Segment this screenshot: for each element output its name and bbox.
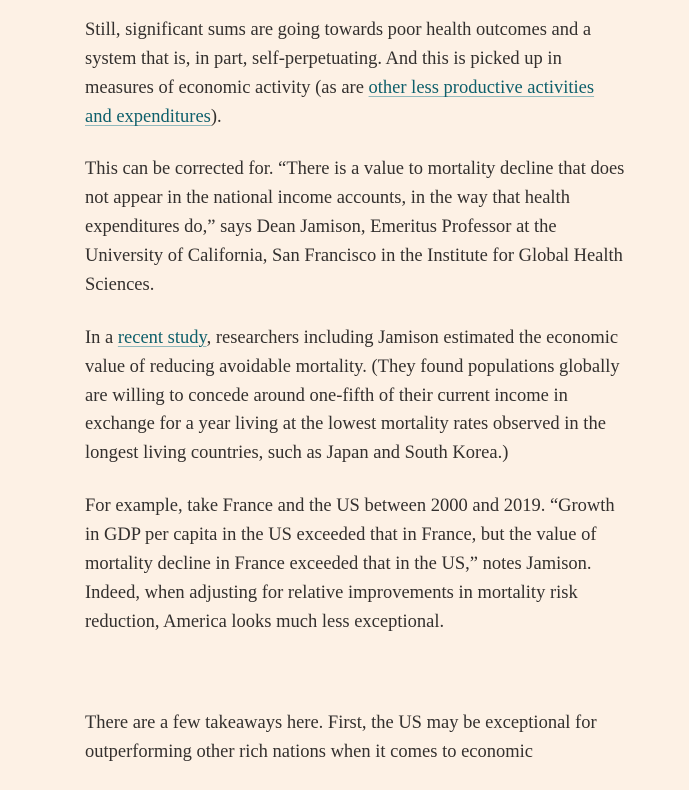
paragraph-4: For example, take France and the US between 2000 and 2019. “Growth in GDP per capita in the US exceeded that in France, but the value of mortality decline in France exceeded that in the US,” notes Jamison. Indeed, when adjusting for relative improvements in mortality risk reduction, America looks much less exceptional. (85, 496, 615, 632)
paragraph-5: There are a few takeaways here. First, the US may be exceptional for outperforming other rich nations when it comes to economic (85, 712, 597, 762)
paragraph-3-text-after: , researchers including Jamison estimated the economic value of reducing avoidable mortality. (They found populations globally are willing to concede around one-fifth of their current income in exchange for a year living at the lowest mortality rates observed in the longest living countries, such as Japan and South Korea.) (85, 327, 620, 464)
paragraph-1-text-after: ). (210, 106, 222, 127)
link-recent-study[interactable]: recent study (117, 327, 207, 348)
paragraph-1-text-before: Still, significant sums are going towards poor health outcomes and a system that is, in part, self-perpetuating. And this is picked up in measures of economic activity (as are (85, 20, 592, 98)
paragraph-3 (85, 324, 625, 469)
paragraph-1 (85, 16, 625, 132)
paragraph-3-text-before: In a (85, 327, 118, 348)
article-body (85, 16, 625, 790)
paragraph-2: This can be corrected for. “There is a value to mortality decline that does not appear in the national income accounts, in the way that health expenditures do,” says Dean Jamison, Emeritus Professor at the University of California, San Francisco in the Institute for Global Health Sciences. (85, 159, 625, 296)
link-other-less-productive-activities[interactable]: other less productive activities and expenditures (85, 77, 595, 127)
